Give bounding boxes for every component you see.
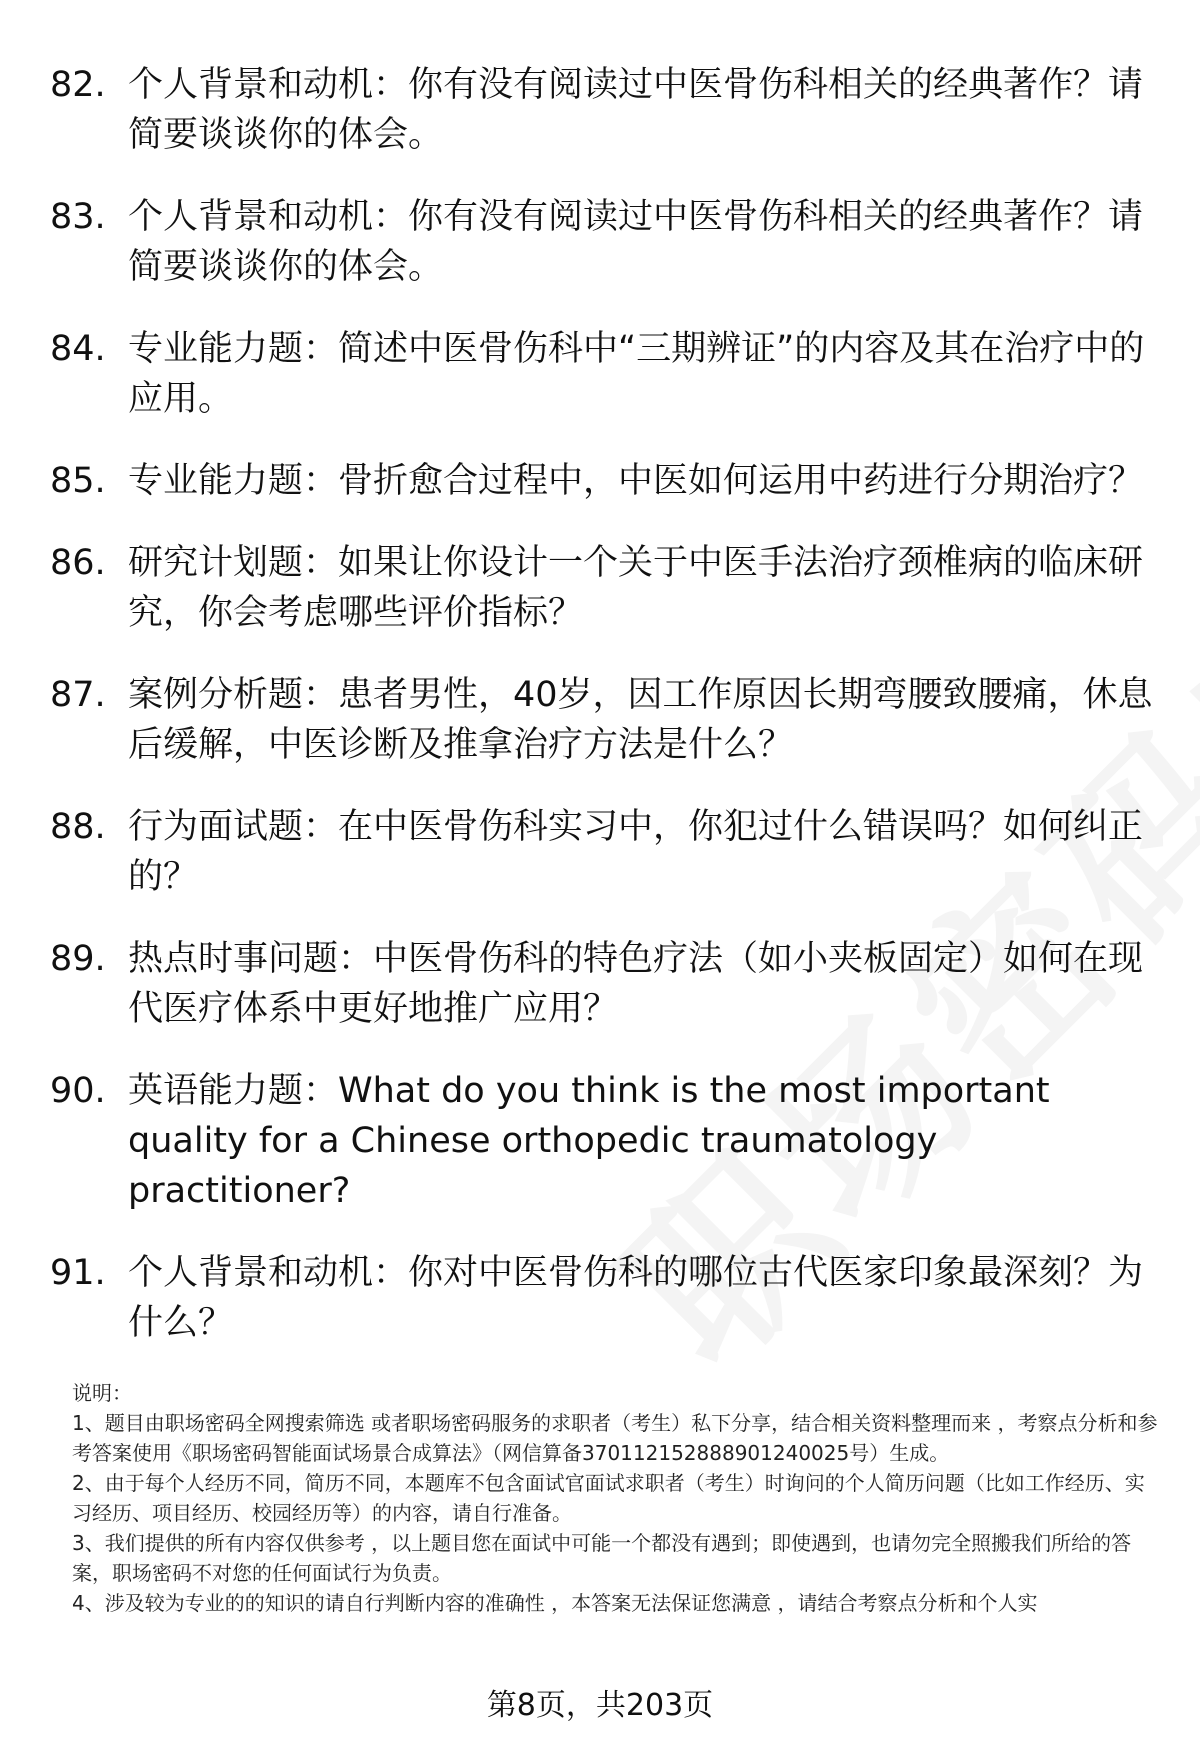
notes-heading: 说明： [72, 1381, 132, 1405]
question-item [50, 538, 1160, 638]
question-number: 85. [50, 461, 106, 501]
question-text: 专业能力题：骨折愈合过程中，中医如何运用中药进行分期治疗？ [128, 461, 1144, 501]
question-item [50, 802, 1160, 902]
question-item [50, 192, 1160, 292]
question-number: 87. [50, 675, 106, 715]
note-item: 3、我们提供的所有内容仅供参考 ，以上题目您在面试中可能一个都没有遇到；即使遇到，也请勿完全照搬我们所给的答案，职场密码不对您的任何面试行为负责。 [72, 1531, 1132, 1585]
question-number: 91. [50, 1253, 106, 1293]
question-item [50, 1066, 1160, 1216]
question-text: 热点时事问题：中医骨伤科的特色疗法（如小夹板固定）如何在现代医疗体系中更好地推广应用？ [128, 939, 1144, 1029]
question-number: 90. [50, 1071, 106, 1111]
question-text: 专业能力题：简述中医骨伤科中“三期辨证”的内容及其在治疗中的应用。 [128, 329, 1145, 419]
question-item [50, 456, 1160, 506]
question-item [50, 60, 1160, 160]
question-text: 个人背景和动机：你对中医骨伤科的哪位古代医家印象最深刻？为什么？ [128, 1253, 1144, 1343]
note-item: 2、由于每个人经历不同，简历不同，本题库不包含面试官面试求职者（考生）时询问的个人简历问题（比如工作经历、实习经历、项目经历、校园经历等）的内容，请自行准备。 [72, 1471, 1145, 1525]
question-number: 83. [50, 197, 106, 237]
question-text: 案例分析题：患者男性，40岁，因工作原因长期弯腰致腰痛，休息后缓解，中医诊断及推拿治疗方法是什么？ [128, 675, 1153, 765]
question-text: 个人背景和动机：你有没有阅读过中医骨伤科相关的经典著作？请简要谈谈你的体会。 [128, 197, 1144, 287]
question-number: 86. [50, 543, 106, 583]
question-item [50, 934, 1160, 1034]
page-footer: 第8页，共203页 [486, 1688, 714, 1723]
question-number: 88. [50, 807, 106, 847]
question-item [50, 324, 1160, 424]
question-item [50, 1248, 1160, 1348]
question-number: 84. [50, 329, 106, 369]
question-text: 行为面试题：在中医骨伤科实习中，你犯过什么错误吗？如何纠正的？ [128, 807, 1144, 897]
question-item [50, 670, 1160, 770]
notes-section [72, 1378, 1158, 1618]
question-number: 89. [50, 939, 106, 979]
question-list [50, 60, 1160, 1380]
note-item: 4、涉及较为专业的的知识的请自行判断内容的准确性 ，本答案无法保证您满意 ，请结合考察点分析和个人实 [72, 1591, 1038, 1615]
question-text: 英语能力题：What do you think is the most important quality for a Chinese orthopedic traumatology practitioner? [128, 1071, 1050, 1211]
question-text: 研究计划题：如果让你设计一个关于中医手法治疗颈椎病的临床研究，你会考虑哪些评价指标？ [128, 543, 1144, 633]
question-number: 82. [50, 65, 106, 105]
note-item: 1、题目由职场密码全网搜索筛选 或者职场密码服务的求职者（考生）私下分享，结合相关资料整理而来 ，考察点分析和参考答案使用《职场密码智能面试场景合成算法》（网信算备370112152888901240025号）生成。 [72, 1411, 1158, 1465]
question-text: 个人背景和动机：你有没有阅读过中医骨伤科相关的经典著作？请简要谈谈你的体会。 [128, 65, 1144, 155]
